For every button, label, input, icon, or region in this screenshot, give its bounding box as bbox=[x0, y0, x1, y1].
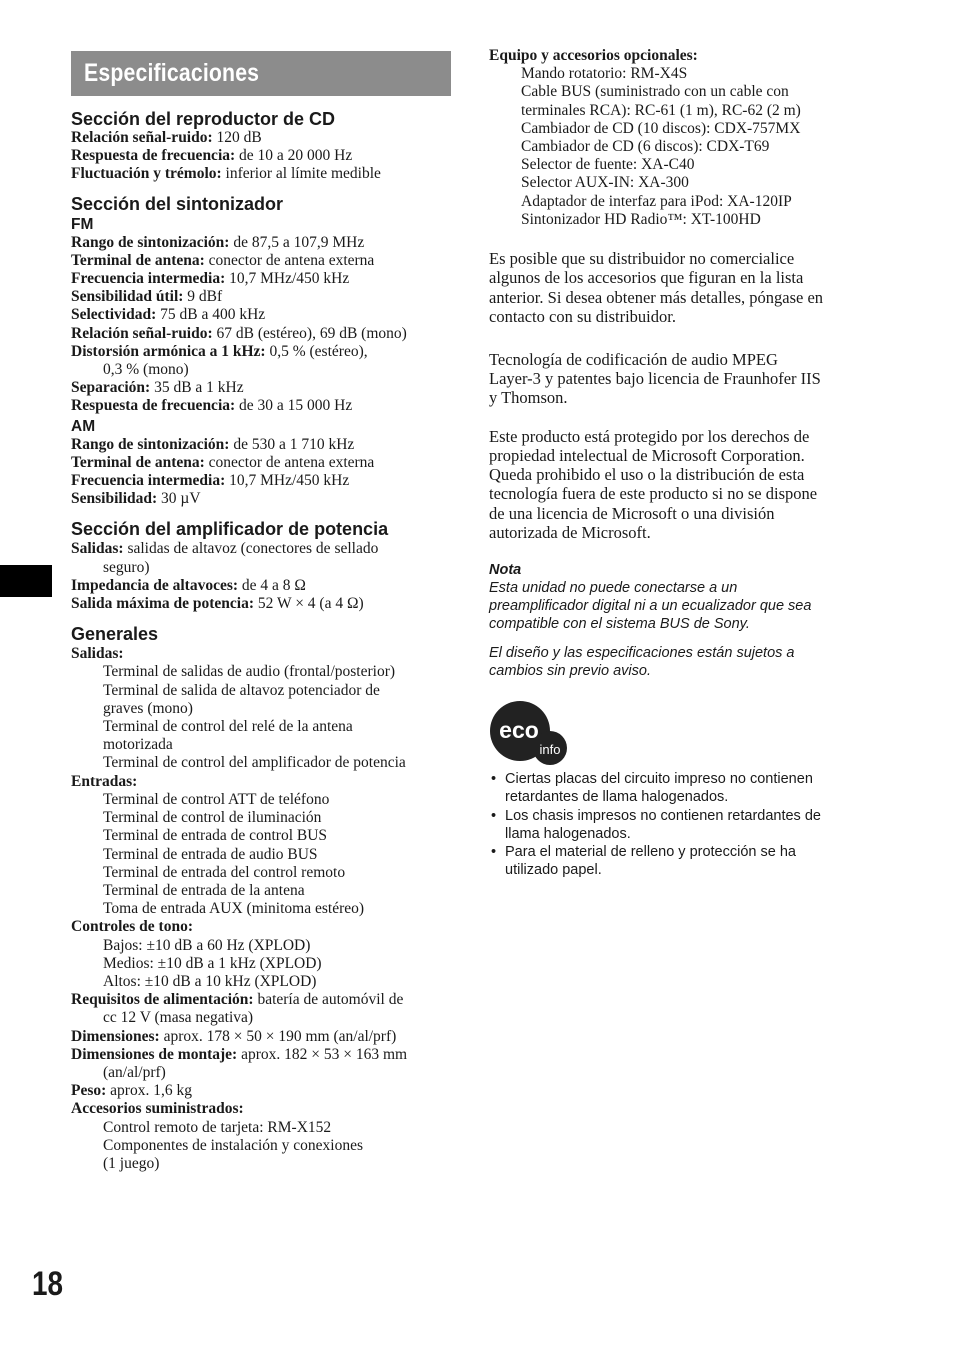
page-number: 18 bbox=[32, 1265, 64, 1303]
spec-line: Respuesta de frecuencia: de 30 a 15 000 Hz bbox=[71, 397, 353, 415]
list-item: Medios: ±10 dB a 1 kHz (XPLOD) bbox=[103, 954, 322, 972]
spec-line: Impedancia de altavoces: de 4 a 8 Ω bbox=[71, 576, 306, 594]
list-item: Componentes de instalación y conexiones bbox=[103, 1136, 363, 1154]
list-item: Selector AUX-IN: XA-300 bbox=[521, 174, 689, 192]
paragraph-line: Es posible que su distribuidor no comercialice bbox=[489, 249, 795, 269]
list-item: Adaptador de interfaz para iPod: XA-120IP bbox=[521, 192, 792, 210]
list-item: Sintonizador HD Radio™: XT-100HD bbox=[521, 210, 761, 228]
list-item: Terminal de salida de altavoz potenciador de bbox=[103, 681, 380, 699]
list-item: Terminal de control del relé de la antena bbox=[103, 718, 353, 736]
list-item: Cable BUS (suministrado con un cable con bbox=[521, 83, 789, 101]
spec-line: Terminal de antena: conector de antena externa bbox=[71, 453, 375, 471]
bullet-line: • Ciertas placas del circuito impreso no contienen bbox=[505, 771, 813, 788]
paragraph-line: de una licencia de Microsoft o una división bbox=[489, 503, 775, 523]
optional-heading: Equipo y accesorios opcionales: bbox=[489, 47, 698, 64]
dealer-paragraph bbox=[489, 249, 869, 327]
note-title: Nota bbox=[489, 562, 522, 579]
eco-info-icon bbox=[489, 700, 567, 766]
amp-section bbox=[71, 518, 451, 613]
paragraph-line: Este producto está protegido por los derechos de bbox=[489, 426, 810, 446]
note-line: El diseño y las especificaciones están sujetos a bbox=[489, 645, 795, 662]
paragraph-line: autorizada de Microsoft. bbox=[489, 522, 651, 542]
note-line: cambios sin previo aviso. bbox=[489, 663, 651, 680]
paragraph-line: Tecnología de codificación de audio MPEG bbox=[489, 349, 778, 369]
bullet-line: retardantes de llama halogenados. bbox=[505, 789, 729, 806]
list-item: Selector de fuente: XA-C40 bbox=[521, 156, 695, 174]
spec-line: Requisitos de alimentación: batería de automóvil de bbox=[71, 991, 404, 1009]
spec-line: Rango de sintonización: de 530 a 1 710 kHz bbox=[71, 435, 355, 453]
paragraph-line: Queda prohibido el uso o la distribución de esta bbox=[489, 465, 805, 485]
spec-label: Controles de tono: bbox=[71, 918, 193, 936]
spec-line-continuation: (an/al/prf) bbox=[103, 1063, 166, 1081]
list-item: Terminal de entrada de control BUS bbox=[103, 827, 328, 845]
bullet-line: llama halogenados. bbox=[505, 825, 631, 842]
list-item bbox=[489, 807, 869, 843]
spec-line: Peso: aprox. 1,6 kg bbox=[71, 1082, 192, 1100]
list-item: Terminal de control del amplificador de potencia bbox=[103, 754, 406, 772]
paragraph-line: propiedad intelectual de Microsoft Corporation. bbox=[489, 446, 805, 466]
note-line: Esta unidad no puede conectarse a un bbox=[489, 580, 738, 597]
list-item: (1 juego) bbox=[103, 1154, 160, 1172]
spec-line: Fluctuación y trémolo: inferior al límite medible bbox=[71, 165, 381, 183]
list-item: Mando rotatorio: RM-X4S bbox=[521, 65, 688, 83]
cd-heading: Sección del reproductor de CD bbox=[71, 109, 336, 129]
list-item: Terminal de entrada de la antena bbox=[103, 881, 305, 899]
spec-line: Frecuencia intermedia: 10,7 MHz/450 kHz bbox=[71, 472, 350, 490]
spec-label: Entradas: bbox=[71, 772, 138, 790]
note-block bbox=[489, 561, 869, 680]
eco-info-logo bbox=[489, 700, 869, 766]
spec-line: Sensibilidad útil: 9 dBf bbox=[71, 288, 223, 306]
list-item bbox=[489, 843, 869, 879]
tuner-heading: Sección del sintonizador bbox=[71, 193, 284, 214]
list-item: motorizada bbox=[103, 736, 173, 754]
list-item: Cambiador de CD (10 discos): CDX-757MX bbox=[521, 119, 801, 137]
list-item bbox=[489, 770, 869, 806]
note-line: compatible con el sistema BUS de Sony. bbox=[489, 616, 750, 633]
bullet-line: • Para el material de relleno y protección se ha bbox=[505, 843, 796, 860]
note-line: preamplificador digital ni a un ecualizador que sea bbox=[489, 598, 812, 615]
eco-bullet-list bbox=[489, 770, 869, 879]
spec-line: Salidas: salidas de altavoz (conectores de sellado bbox=[71, 540, 379, 558]
page-title: Especificaciones bbox=[71, 51, 451, 96]
general-section bbox=[71, 623, 451, 1173]
list-item: Terminal de salidas de audio (frontal/posterior) bbox=[103, 663, 396, 681]
spec-label: Salidas: bbox=[71, 645, 124, 663]
spec-label: Accesorios suministrados: bbox=[71, 1100, 244, 1118]
spec-line: Frecuencia intermedia: 10,7 MHz/450 kHz bbox=[71, 270, 350, 288]
list-item: Terminal de entrada del control remoto bbox=[103, 863, 346, 881]
general-heading: Generales bbox=[71, 624, 159, 645]
spec-line: Distorsión armónica a 1 kHz: 0,5 % (estéreo), bbox=[71, 342, 368, 360]
spec-line: Salida máxima de potencia: 52 W × 4 (a 4 Ω) bbox=[71, 595, 364, 613]
spec-line: Terminal de antena: conector de antena externa bbox=[71, 251, 375, 269]
spec-line: Dimensiones: aprox. 178 × 50 × 190 mm (an/al/prf) bbox=[71, 1027, 397, 1045]
spec-line: Sensibilidad: 30 µV bbox=[71, 490, 201, 508]
right-column bbox=[489, 47, 869, 879]
list-item: Control remoto de tarjeta: RM-X152 bbox=[103, 1118, 332, 1136]
list-item: Altos: ±10 dB a 10 kHz (XPLOD) bbox=[103, 972, 317, 990]
tuner-section bbox=[71, 193, 451, 509]
list-item: Terminal de entrada de audio BUS bbox=[103, 845, 318, 863]
paragraph-line: algunos de los accesorios que figuran en la lista bbox=[489, 268, 804, 288]
list-item: terminales RCA): RC-61 (1 m), RC-62 (2 m) bbox=[521, 101, 801, 119]
paragraph-line: Layer-3 y patentes bajo licencia de Fraunhofer IIS bbox=[489, 369, 821, 389]
cd-section bbox=[71, 108, 451, 184]
fm-subheading: FM bbox=[71, 215, 94, 233]
eco-word: eco bbox=[499, 717, 539, 744]
spec-line: Dimensiones de montaje: aprox. 182 × 53 × 163 mm bbox=[71, 1045, 408, 1063]
list-item: graves (mono) bbox=[103, 699, 193, 717]
microsoft-paragraph bbox=[489, 427, 869, 542]
section-tab-marker bbox=[0, 565, 52, 597]
spec-line: Relación señal-ruido: 120 dB bbox=[71, 129, 262, 146]
bullet-line: utilizado papel. bbox=[505, 862, 602, 879]
mpeg-paragraph bbox=[489, 350, 869, 408]
list-item: Terminal de control ATT de teléfono bbox=[103, 790, 330, 808]
left-column bbox=[71, 51, 451, 1173]
list-item: Toma de entrada AUX (minitoma estéreo) bbox=[103, 900, 365, 918]
paragraph-line: tecnología fuera de este producto si no se dispone bbox=[489, 484, 818, 504]
am-subheading: AM bbox=[71, 417, 96, 435]
list-item: Bajos: ±10 dB a 60 Hz (XPLOD) bbox=[103, 936, 311, 954]
list-item: Terminal de control de iluminación bbox=[103, 809, 322, 827]
spec-line: Rango de sintonización: de 87,5 a 107,9 MHz bbox=[71, 233, 365, 251]
spec-line-continuation: seguro) bbox=[103, 558, 150, 576]
spec-line: Relación señal-ruido: 67 dB (estéreo), 69 dB (mono) bbox=[71, 324, 407, 342]
paragraph-line: contacto con su distribuidor. bbox=[489, 307, 676, 327]
spec-line-continuation: cc 12 V (masa negativa) bbox=[103, 1009, 254, 1027]
spec-line: Respuesta de frecuencia: de 10 a 20 000 Hz bbox=[71, 147, 353, 165]
spec-line: Separación: 35 dB a 1 kHz bbox=[71, 379, 244, 397]
eco-sub: info bbox=[539, 742, 561, 758]
spec-line-continuation: 0,3 % (mono) bbox=[103, 361, 189, 379]
spec-line: Selectividad: 75 dB a 400 kHz bbox=[71, 306, 266, 324]
list-item: Cambiador de CD (6 discos): CDX-T69 bbox=[521, 138, 770, 156]
paragraph-line: anterior. Si desea obtener más detalles, póngase en bbox=[489, 287, 824, 307]
paragraph-line: y Thomson. bbox=[489, 388, 568, 408]
bullet-line: • Los chasis impresos no contienen retardantes de bbox=[505, 807, 821, 824]
amp-heading: Sección del amplificador de potencia bbox=[71, 519, 389, 540]
